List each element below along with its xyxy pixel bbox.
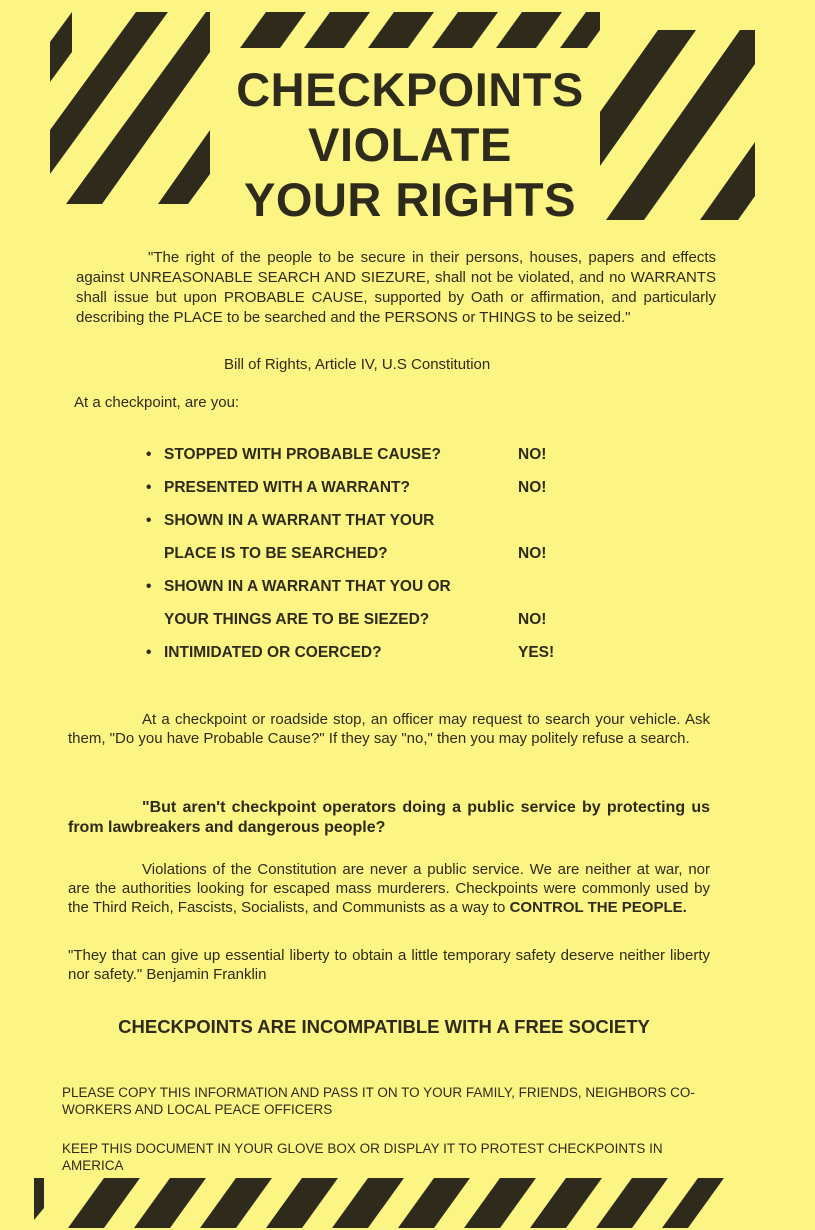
constitution-quote-text: "The right of the people to be secure in their persons, houses, papers and effects against UNREASONABLE SEARCH AND SIEZURE, shall not be violated, and no WARRANTS shall issue but upon PROBABLE CAUSE, supported by Oath or affirmation, and particularly describing the PLACE to be searched and the PERSONS or THINGS to be seized." bbox=[76, 249, 716, 326]
search-advice-paragraph bbox=[68, 710, 710, 748]
question-text: PRESENTED WITH A WARRANT? bbox=[164, 479, 410, 496]
answer-text: NO! bbox=[518, 545, 547, 562]
list-item bbox=[146, 471, 576, 504]
bullet-icon: • bbox=[146, 644, 152, 661]
hazard-stripes-top bbox=[240, 12, 600, 48]
title-line-2: VIOLATE bbox=[308, 118, 512, 171]
violations-text: Violations of the Constitution are never a public service. We are neither at war, nor are the authorities looking for escaped mass murderers. Checkpoints were commonly used by the Third Reich, Fascists, Socialists, and Communists as a way to bbox=[68, 861, 710, 916]
hazard-stripes-left bbox=[50, 12, 210, 204]
hazard-stripes-bottom bbox=[34, 1178, 734, 1228]
franklin-quote: "They that can give up essential liberty to obtain a little temporary safety deserve neither liberty nor safety." Benjamin Franklin bbox=[68, 947, 710, 983]
footer-keep-notice: KEEP THIS DOCUMENT IN YOUR GLOVE BOX OR DISPLAY IT TO PROTEST CHECKPOINTS IN AMERICA bbox=[62, 1141, 663, 1173]
title-line-1: CHECKPOINTS bbox=[236, 63, 584, 116]
question-text: SHOWN IN A WARRANT THAT YOUR PLACE IS TO BE SEARCHED? bbox=[164, 512, 435, 562]
slogan-heading: CHECKPOINTS ARE INCOMPATIBLE WITH A FREE SOCIETY bbox=[118, 1016, 650, 1037]
answer-text: NO! bbox=[518, 611, 547, 628]
list-item bbox=[146, 438, 576, 471]
checkpoint-intro: At a checkpoint, are you: bbox=[74, 394, 240, 411]
quote-attribution: Bill of Rights, Article IV, U.S Constitution bbox=[224, 356, 491, 373]
constitution-quote bbox=[76, 248, 716, 328]
public-service-question-text: "But aren't checkpoint operators doing a public service by protecting us from lawbreakers and dangerous people? bbox=[68, 799, 710, 836]
bullet-icon: • bbox=[146, 446, 152, 463]
question-list bbox=[146, 438, 576, 669]
list-item bbox=[146, 636, 576, 669]
bullet-icon: • bbox=[146, 479, 152, 496]
violations-emphasis: CONTROL THE PEOPLE. bbox=[509, 899, 687, 916]
public-service-question bbox=[68, 798, 710, 838]
answer-text: YES! bbox=[518, 644, 555, 661]
search-advice-text: At a checkpoint or roadside stop, an officer may request to search your vehicle. Ask them, "Do you have Probable Cause?" If they say "no," then you may politely refuse a search. bbox=[68, 711, 710, 747]
page-title bbox=[200, 62, 620, 227]
bullet-icon: • bbox=[146, 578, 152, 595]
list-item bbox=[146, 504, 576, 570]
bullet-icon: • bbox=[146, 512, 152, 529]
question-text: STOPPED WITH PROBABLE CAUSE? bbox=[164, 446, 442, 463]
question-text: INTIMIDATED OR COERCED? bbox=[164, 644, 382, 661]
question-text: SHOWN IN A WARRANT THAT YOU OR YOUR THINGS ARE TO BE SIEZED? bbox=[164, 578, 451, 628]
violations-paragraph bbox=[68, 860, 710, 917]
list-item bbox=[146, 570, 576, 636]
hazard-stripes-right bbox=[600, 30, 755, 220]
title-line-3: YOUR RIGHTS bbox=[244, 173, 576, 226]
footer-copy-notice: PLEASE COPY THIS INFORMATION AND PASS IT ON TO YOUR FAMILY, FRIENDS, NEIGHBORS CO-WORKERS AND LOCAL PEACE OFFICERS bbox=[62, 1085, 695, 1117]
answer-text: NO! bbox=[518, 479, 547, 496]
answer-text: NO! bbox=[518, 446, 547, 463]
